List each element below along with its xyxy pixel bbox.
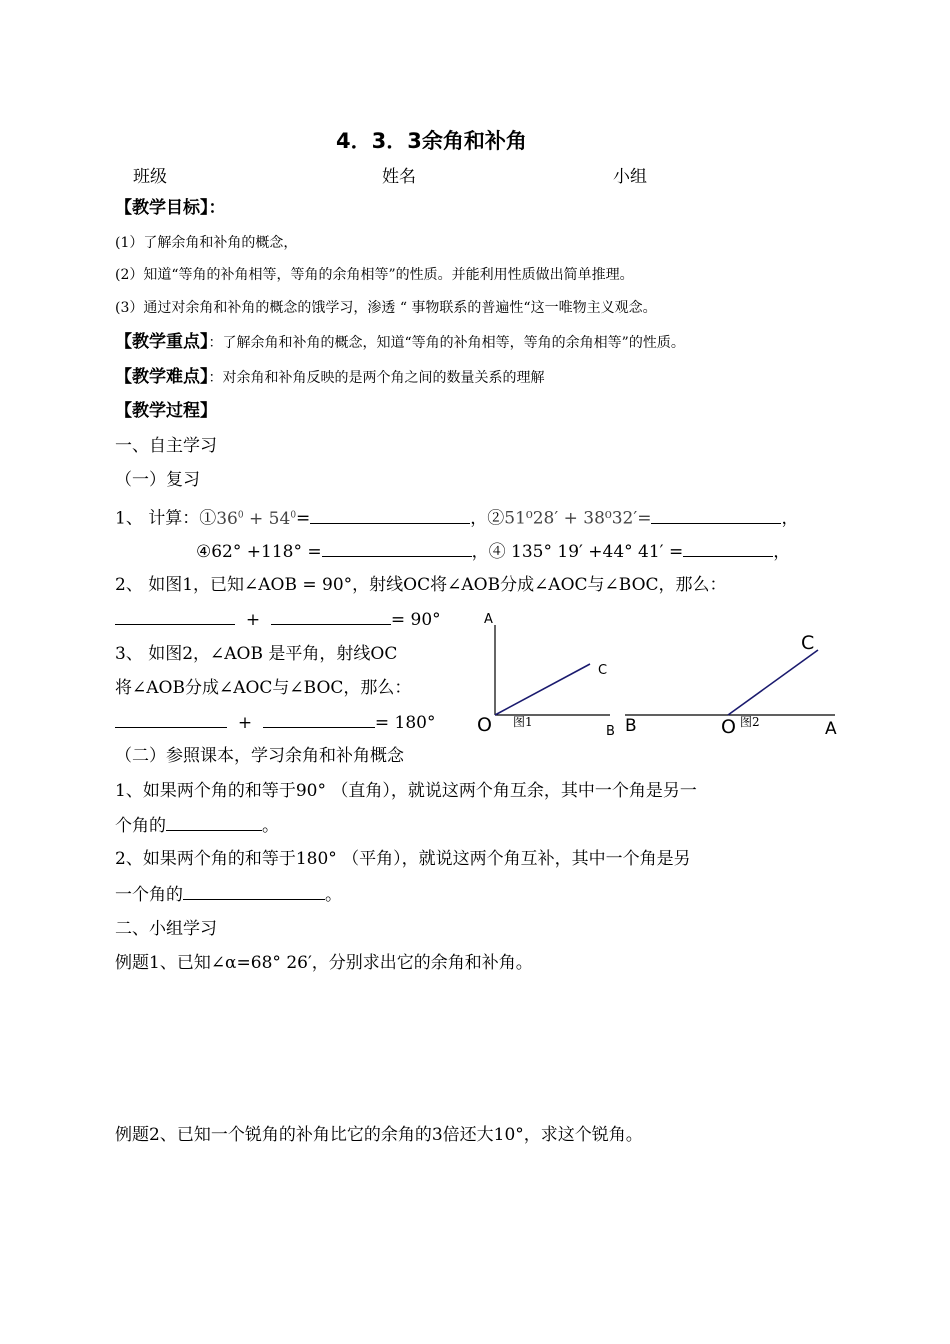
q1-d-answer-blank[interactable]: [683, 540, 773, 557]
process-heading: 【教学过程】: [115, 401, 217, 421]
fig2-label-c: C: [801, 632, 815, 654]
key-point: [115, 331, 685, 353]
q1-prefix: 1、 计算：: [115, 508, 200, 529]
concept-2-blank[interactable]: [183, 883, 325, 900]
q1-a-mark: ①: [199, 508, 217, 529]
q2-text: 2、 如图1，已知∠AOB = 90°，射线OC将∠AOB分成∠AOC与∠BOC，那么：: [115, 575, 727, 595]
q1-b-mark: ，②: [470, 508, 505, 529]
section-1-heading: 一、自主学习: [115, 436, 217, 456]
concept-heading: （二）参照课本，学习余角和补角概念: [115, 746, 404, 766]
example-1: 例题1、已知∠α=68° 26′，分别求出它的余角和补角。: [115, 953, 533, 973]
class-label: 班级: [133, 167, 167, 187]
ray-oc: [495, 664, 590, 715]
q1-a-answer-blank[interactable]: [310, 507, 470, 524]
fig1-label-a: A: [484, 612, 493, 627]
example-2: 例题2、已知一个锐角的补角比它的余角的3倍还大10°，求这个锐角。: [115, 1125, 643, 1145]
fig2-label-a: A: [825, 719, 837, 739]
q1-d-text: ，④ 135° 19′ +44° 41′ =: [471, 542, 684, 562]
concept-1-line-1: 1、如果两个角的和等于90° （直角），就说这两个角互余，其中一个角是另一: [115, 781, 697, 801]
name-label: 姓名: [382, 167, 416, 187]
review-heading: （一）复习: [115, 470, 200, 490]
q2-equation: [115, 608, 441, 631]
q3-line-1: 3、 如图2，∠AOB 是平角，射线OC: [115, 644, 398, 664]
q1-a-expr: $36^0 + 54^0$: [216, 508, 297, 529]
difficulty-label: 【教学难点】: [115, 367, 209, 387]
q1-line-2: ④62° +118° = ，④ 135° 19′ +44° 41′ = ，: [196, 542, 791, 562]
figure-2: [620, 630, 850, 730]
fig1-label-b: B: [606, 724, 615, 739]
fig1-label-o: O: [477, 714, 492, 736]
q3-equation: [115, 711, 435, 734]
q1-c-text: ④62° +118° =: [196, 542, 322, 562]
fig2-caption: 图2: [740, 715, 760, 729]
fig1-caption: 图1: [513, 715, 533, 729]
q2-blank-2[interactable]: [271, 608, 391, 625]
q1-line-1: 1、 计算：$①36^0 + 54^0=$ ，②51⁰28′ + 38⁰32′= ，: [115, 508, 799, 529]
group-label: 小组: [613, 167, 647, 187]
q3-blank-2[interactable]: [263, 711, 375, 728]
q1-b-answer-blank[interactable]: [651, 507, 781, 524]
goals-heading: 【教学目标】：: [115, 198, 226, 218]
goal-item: (3）通过对余角和补角的概念的饿学习，渗透 “ 事物联系的普遍性“这一唯物主义观念。: [115, 300, 657, 316]
concept-1-line-2: 个角的 。: [115, 816, 279, 836]
concept-1-blank[interactable]: [166, 814, 262, 831]
section-2-heading: 二、小组学习: [115, 919, 217, 939]
q3-result: = 180°: [374, 713, 436, 733]
q3-plus: +: [237, 713, 253, 733]
difficulty-text: ：对余角和补角反映的是两个角之间的数量关系的理解: [208, 370, 545, 386]
page-title: 4．3．3余角和补角: [336, 129, 527, 153]
concept-2-line-1: 2、如果两个角的和等于180° （平角），就说这两个角互补，其中一个角是另: [115, 849, 691, 869]
q3-line-2: 将∠AOB分成∠AOC与∠BOC，那么：: [115, 678, 412, 698]
key-point-text: ：了解余角和补角的概念，知道“等角的补角相等，等角的余角相等”的性质。: [208, 335, 685, 351]
goal-item: (2）知道“等角的补角相等，等角的余角相等”的性质。并能利用性质做出简单推理。: [115, 267, 634, 283]
difficulty: [115, 366, 545, 388]
q1-c-answer-blank[interactable]: [322, 540, 472, 557]
q1-a-eq: =: [296, 508, 311, 529]
q1-b-expr: 51⁰28′ + 38⁰32′=: [504, 508, 652, 529]
ray-oc: [728, 650, 818, 715]
fig2-label-o: O: [721, 716, 736, 738]
key-point-label: 【教学重点】: [115, 332, 209, 352]
fig2-label-b: B: [625, 716, 637, 736]
q2-result: = 90°: [390, 610, 441, 630]
goal-item: (1）了解余角和补角的概念，: [115, 235, 298, 251]
fig1-label-c: C: [598, 663, 608, 678]
q2-blank-1[interactable]: [115, 608, 235, 625]
q2-plus: +: [245, 610, 261, 630]
concept-2-line-2: 一个角的 。: [115, 885, 342, 905]
q3-blank-1[interactable]: [115, 711, 227, 728]
